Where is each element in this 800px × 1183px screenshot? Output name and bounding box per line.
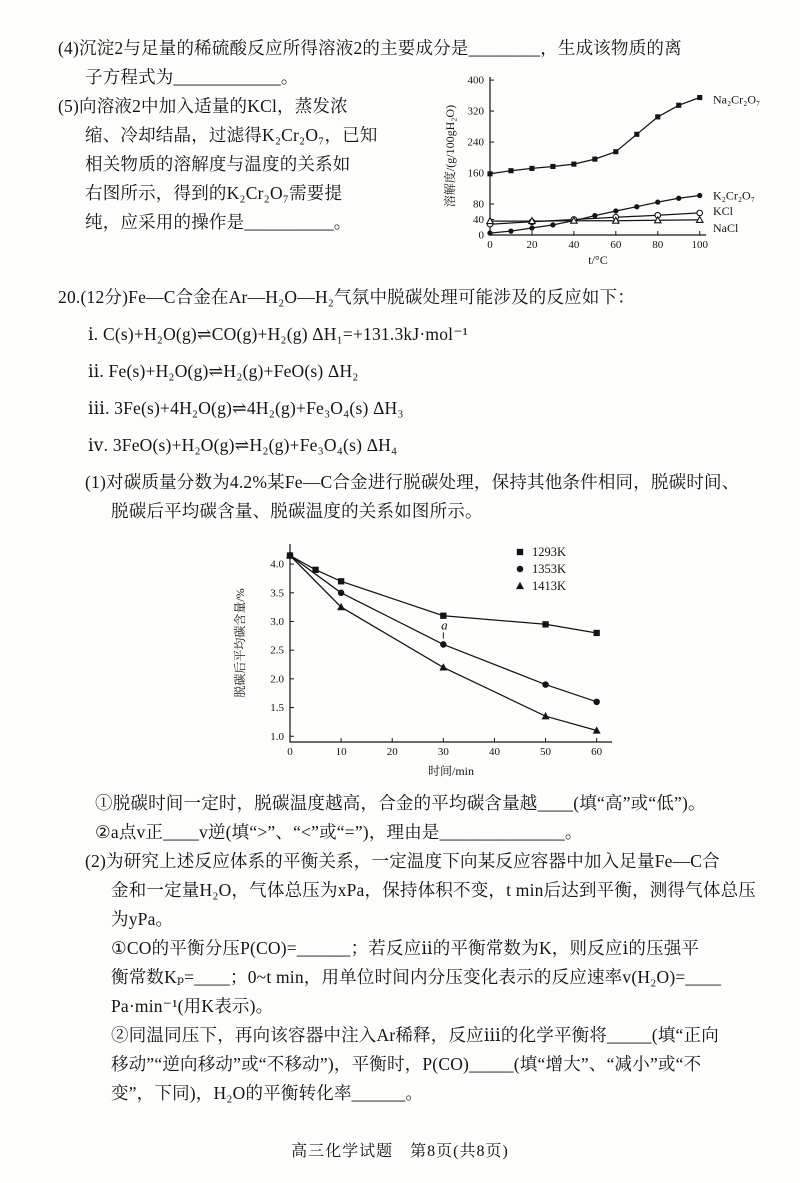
q19-part5-line2: 缩、冷却结晶，过滤得K₂Cr₂O₇，已知 bbox=[85, 125, 378, 145]
q19-left-column bbox=[58, 63, 440, 237]
svg-text:1.5: 1.5 bbox=[270, 702, 284, 715]
svg-text:0: 0 bbox=[487, 239, 493, 251]
svg-text:2.5: 2.5 bbox=[270, 644, 284, 657]
svg-text:400: 400 bbox=[467, 74, 484, 87]
q20-part2-line4: ①CO的平衡分压P(CO)=______；若反应ⅱ的平衡常数为K，则反应ⅰ的压强平 bbox=[111, 938, 700, 958]
q19-part5-line5: 纯，应采用的操作是__________。 bbox=[85, 212, 352, 232]
svg-text:80: 80 bbox=[473, 198, 484, 211]
q20-part2-line1: (2)为研究上述反应体系的平衡关系，一定温度下向某反应容器中加入足量Fe—C合 bbox=[85, 851, 720, 871]
q19-part4-line2: 子方程式为____________。 bbox=[85, 67, 299, 87]
page-footer: 高三化学试题 第8页(共8页) bbox=[291, 1143, 509, 1160]
q19-part5-row bbox=[58, 63, 772, 269]
svg-text:50: 50 bbox=[540, 746, 552, 758]
svg-text:4.0: 4.0 bbox=[270, 558, 284, 571]
svg-text:2.0: 2.0 bbox=[270, 673, 284, 686]
svg-text:10: 10 bbox=[335, 746, 347, 758]
svg-text:80: 80 bbox=[652, 239, 664, 251]
solubility-chart-wrap bbox=[440, 63, 792, 269]
svg-text:脱碳后平均碳含量/%: 脱碳后平均碳含量/% bbox=[233, 588, 247, 698]
svg-text:30: 30 bbox=[437, 746, 449, 758]
q20-part1-sub2: ②a点v正____v逆(填“>”、“<”或“=”)，理由是______________。 bbox=[95, 822, 583, 842]
q20-part1-line1: (1)对碳质量分数为4.2%某Fe—C合金进行脱碳处理，保持其他条件相同，脱碳时间、 bbox=[85, 472, 740, 492]
decarburization-chart bbox=[228, 532, 628, 780]
solubility-chart bbox=[440, 67, 792, 269]
svg-text:1293K: 1293K bbox=[532, 545, 567, 559]
svg-text:时间/min: 时间/min bbox=[427, 764, 475, 778]
q20-part2-line8: 移动”“逆向移动”或“不移动”)，平衡时，P(CO)_____(填“增大”、“减小”或“不 bbox=[111, 1054, 702, 1074]
q19-part5-line4: 右图所示，得到的K₂Cr₂O₇需要提 bbox=[85, 183, 343, 203]
svg-text:3.5: 3.5 bbox=[270, 587, 284, 600]
q20-part1-sub1: ①脱碳时间一定时，脱碳温度越高，合金的平均碳含量越____(填“高”或“低”)。 bbox=[95, 793, 706, 813]
svg-text:1353K: 1353K bbox=[532, 562, 567, 576]
q20-part1-line2: 脱碳后平均碳含量、脱碳温度的关系如图所示。 bbox=[111, 501, 483, 521]
q20-part2-line3: 为yPa。 bbox=[111, 909, 174, 929]
svg-text:0: 0 bbox=[478, 229, 484, 242]
q20-part2-line5: 衡常数Kₚ=____；0~t min，用单位时间内分压变化表示的反应速率v(H₂O)=____ bbox=[111, 967, 722, 987]
svg-text:20: 20 bbox=[526, 239, 538, 251]
svg-text:溶解度/(g/100gH₂O): 溶解度/(g/100gH₂O) bbox=[443, 104, 457, 208]
q20-part2-line9: 变”，下同)，H₂O的平衡转化率______。 bbox=[111, 1083, 424, 1103]
svg-text:40: 40 bbox=[568, 239, 580, 251]
svg-text:NaCl: NaCl bbox=[713, 220, 739, 235]
reaction-iv: ⅳ. 3FeO(s)+H₂O(g)⇌H₂(g)+Fe₃O₄(s) ΔH₄ bbox=[88, 435, 398, 455]
svg-text:1413K: 1413K bbox=[532, 579, 567, 593]
q20-part2-line2: 金和一定量H₂O，气体总压为xPa，保持体积不变，t min后达到平衡，测得气体总压 bbox=[111, 880, 756, 900]
q20-part2-line7: ②同温同压下，再向该容器中注入Ar稀释，反应ⅲ的化学平衡将_____(填“正向 bbox=[111, 1025, 719, 1045]
svg-text:K₂Cr₂O₇: K₂Cr₂O₇ bbox=[713, 188, 755, 203]
q20-reactions bbox=[88, 316, 772, 464]
reaction-i: ⅰ. C(s)+H₂O(g)⇌CO(g)+H₂(g) ΔH₁=+131.3kJ·mol⁻¹ bbox=[88, 324, 469, 344]
reaction-ii: ⅱ. Fe(s)+H₂O(g)⇌H₂(g)+FeO(s) ΔH₂ bbox=[88, 361, 359, 381]
svg-text:0: 0 bbox=[287, 746, 293, 758]
svg-text:100: 100 bbox=[691, 239, 708, 251]
svg-text:240: 240 bbox=[467, 136, 484, 149]
q20-stem: 20.(12分)Fe—C合金在Ar—H₂O—H₂气氛中脱碳处理可能涉及的反应如下： bbox=[58, 287, 635, 307]
svg-text:40: 40 bbox=[473, 214, 484, 227]
question-20 bbox=[58, 283, 772, 1108]
svg-text:60: 60 bbox=[591, 746, 603, 758]
svg-text:160: 160 bbox=[467, 167, 484, 180]
svg-text:3.0: 3.0 bbox=[270, 615, 284, 628]
svg-text:60: 60 bbox=[610, 239, 622, 251]
svg-text:Na₂Cr₂O₇: Na₂Cr₂O₇ bbox=[713, 92, 761, 107]
svg-text:320: 320 bbox=[467, 105, 484, 118]
svg-text:t/°C: t/°C bbox=[588, 253, 608, 267]
reaction-iii: ⅲ. 3Fe(s)+4H₂O(g)⇌4H₂(g)+Fe₃O₄(s) ΔH₃ bbox=[88, 398, 404, 418]
q19-part4-line1: (4)沉淀2与足量的稀硫酸反应所得溶液2的主要成分是________，生成该物质的离 bbox=[58, 38, 682, 58]
decarburization-chart-wrap bbox=[228, 532, 772, 785]
svg-text:a: a bbox=[441, 617, 448, 633]
svg-text:1.0: 1.0 bbox=[270, 730, 284, 743]
q20-part2-line6: Pa·min⁻¹(用K表示)。 bbox=[111, 996, 274, 1016]
q19-part5-line3: 相关物质的溶解度与温度的关系如 bbox=[85, 154, 351, 174]
svg-text:20: 20 bbox=[386, 746, 398, 758]
q20-part2 bbox=[58, 847, 772, 1108]
svg-text:40: 40 bbox=[488, 746, 500, 758]
q19-part5-line1: (5)向溶液2中加入适量的KCl，蒸发浓 bbox=[58, 96, 348, 116]
svg-text:KCl: KCl bbox=[713, 203, 734, 218]
